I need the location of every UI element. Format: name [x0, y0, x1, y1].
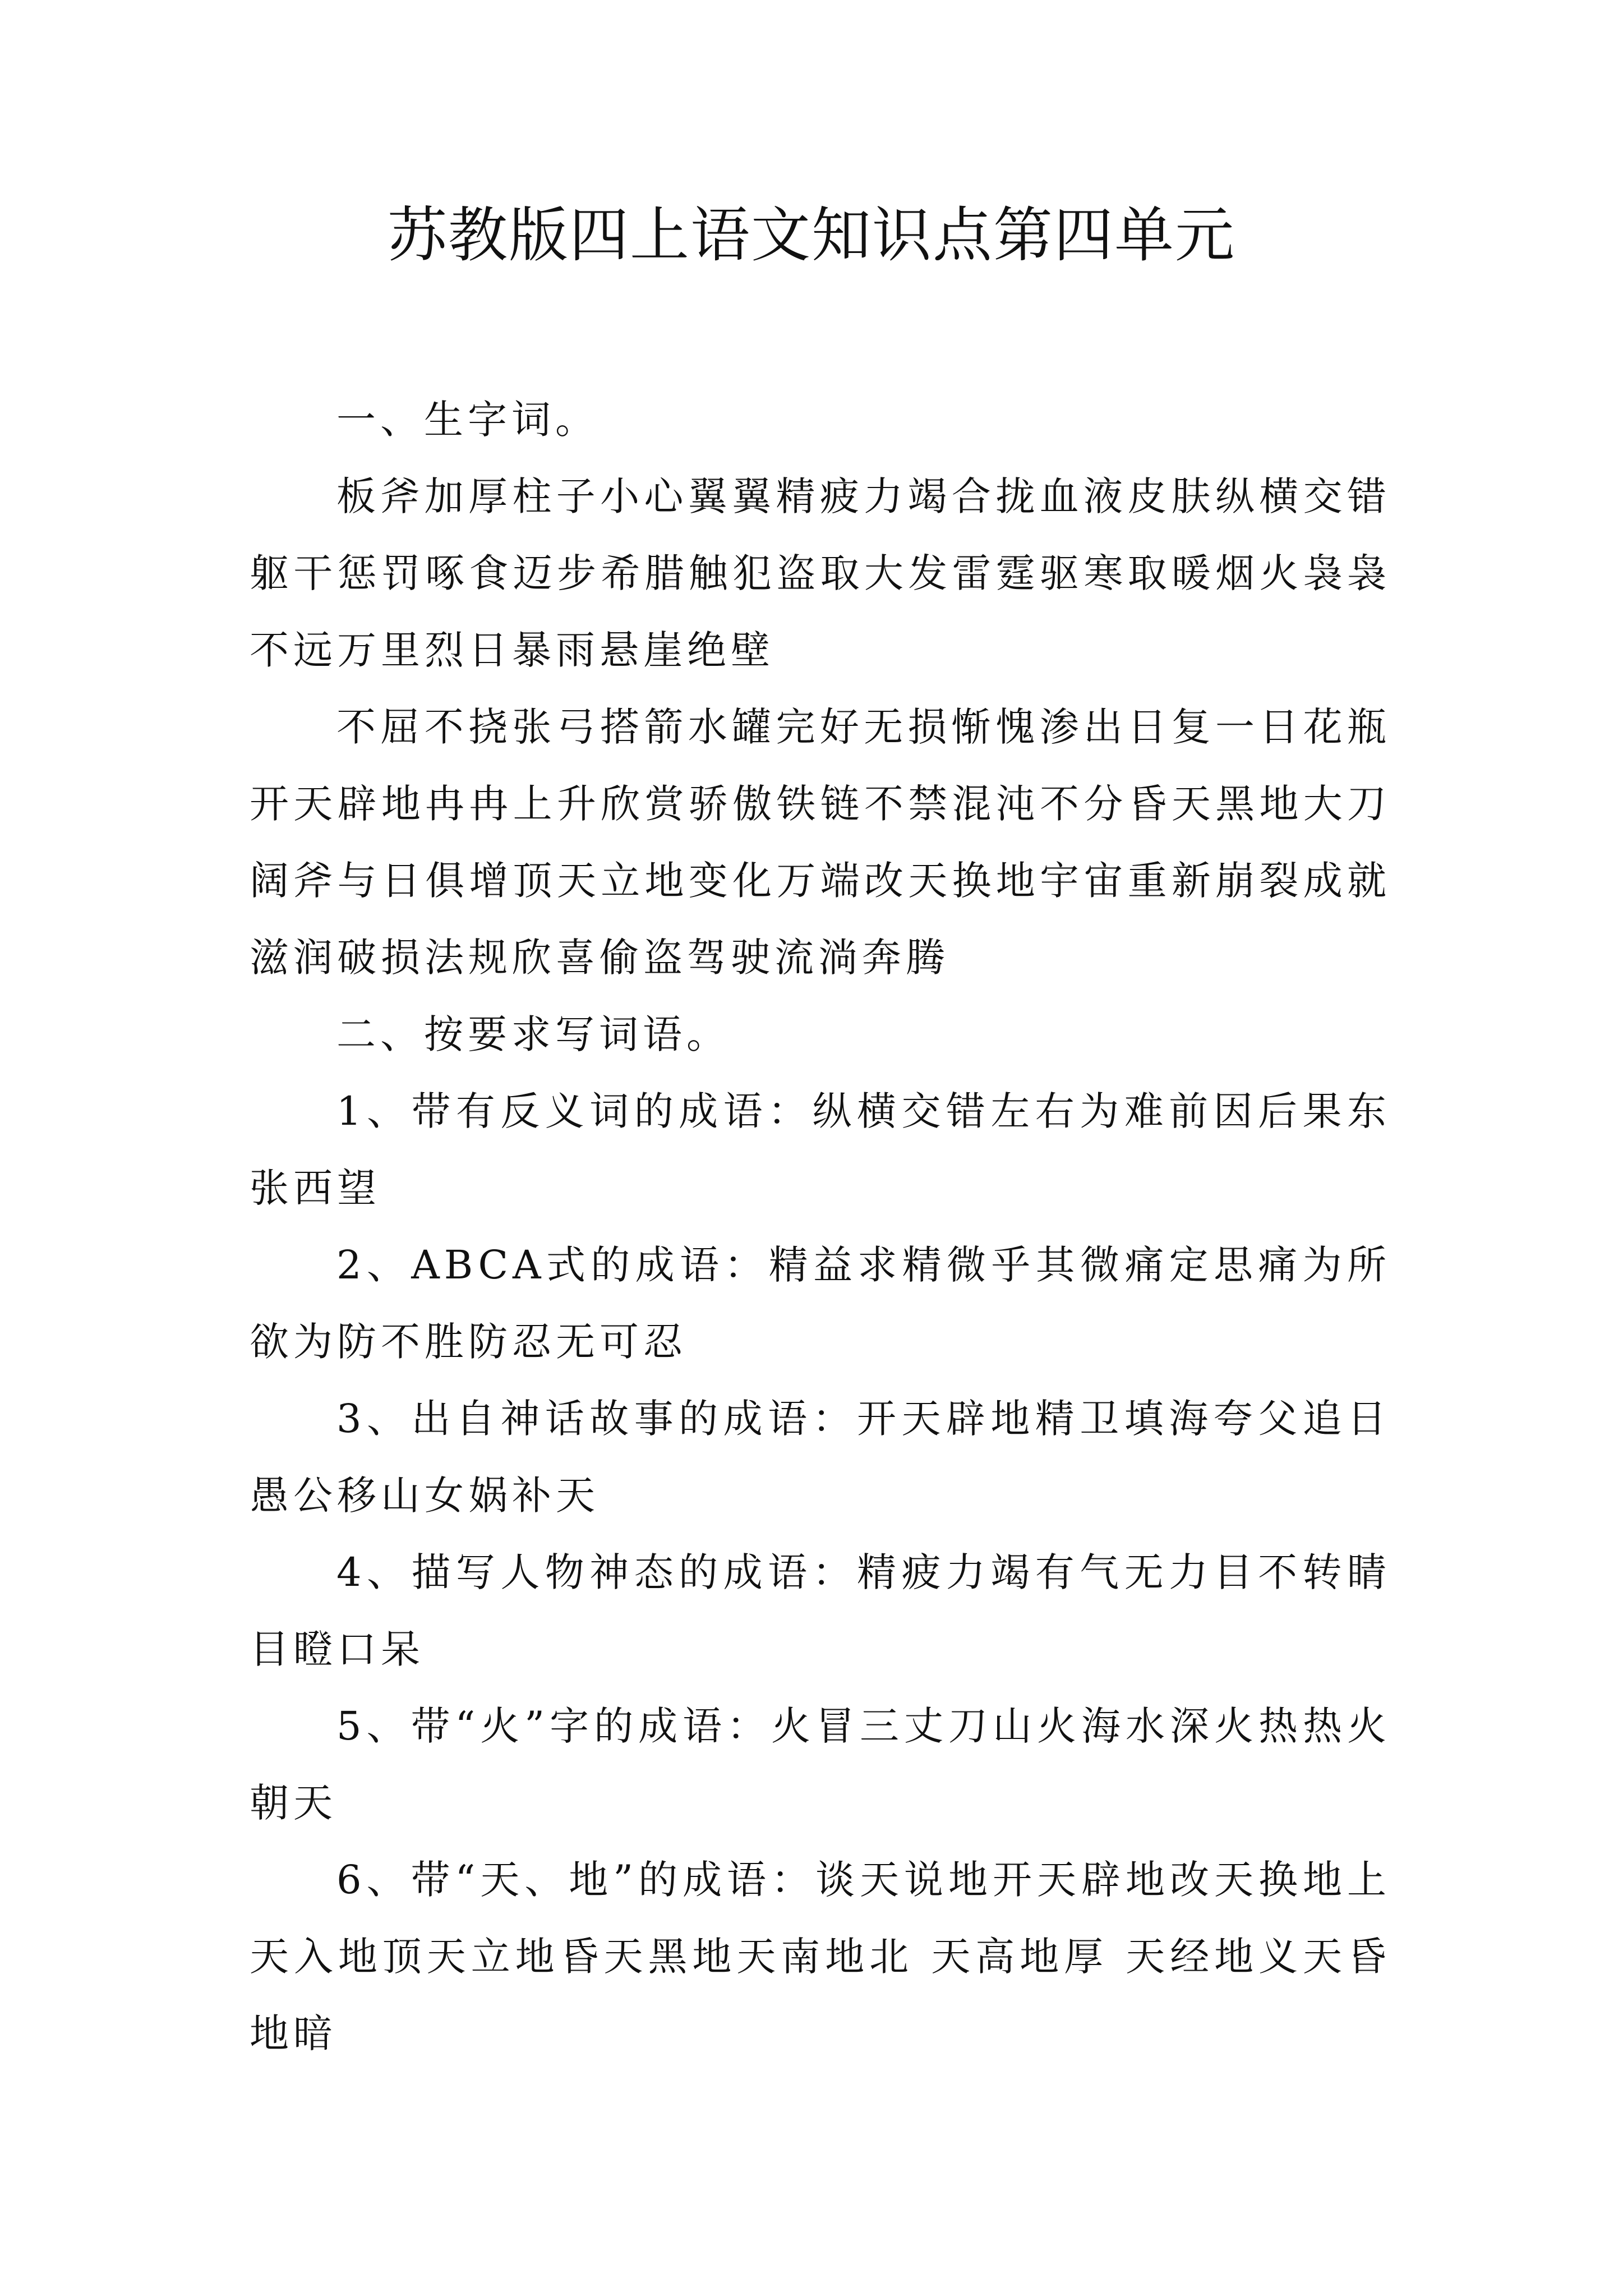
- paragraph-vocabulary-2: 不屈不挠张弓搭箭水罐完好无损惭愧渗出日复一日花瓶开天辟地冉冉上升欣赏骄傲铁链不禁混沌不分昏天黑地大刀阔斧与日俱增顶天立地变化万端改天换地宇宙重新崩裂成就滋润破损法规欣喜偷盗驾驶流淌奔腾: [250, 704, 1391, 981]
- paragraph-vocabulary-1: 板斧加厚柱子小心翼翼精疲力竭合拢血液皮肤纵横交错躯干惩罚啄食迈步希腊触犯盗取大发雷霆驱寒取暖烟火袅袅不远万里烈日暴雨悬崖绝壁: [250, 473, 1391, 673]
- section-heading-vocabulary: 一、生字词。: [336, 397, 599, 443]
- document-body: [250, 381, 1391, 2072]
- list-item-fire-idioms: 5、带“火”字的成语：火冒三丈刀山火海水深火热热火朝天: [250, 1703, 1391, 1826]
- list-item-antonym-idioms: 1、带有反义词的成语：纵横交错左右为难前因后果东张西望: [250, 1088, 1391, 1211]
- list-item-myth-idioms: 3、出自神话故事的成语：开天辟地精卫填海夸父追日愚公移山女娲补天: [250, 1396, 1391, 1519]
- document-title: 苏教版四上语文知识点第四单元: [388, 201, 1235, 270]
- list-item-heaven-earth-idioms: 6、带“天、地”的成语：谈天说地开天辟地改天换地上天入地顶天立地昏天黑地天南地北 天高地厚 天经地义天昏地暗: [250, 1857, 1391, 2056]
- list-item-expression-idioms: 4、描写人物神态的成语：精疲力竭有气无力目不转睛目瞪口呆: [250, 1549, 1391, 1672]
- list-item-abca-idioms: 2、ABCA式的成语：精益求精微乎其微痛定思痛为所欲为防不胜防忍无可忍: [250, 1242, 1391, 1365]
- section-heading-word-writing: 二、按要求写词语。: [336, 1011, 730, 1057]
